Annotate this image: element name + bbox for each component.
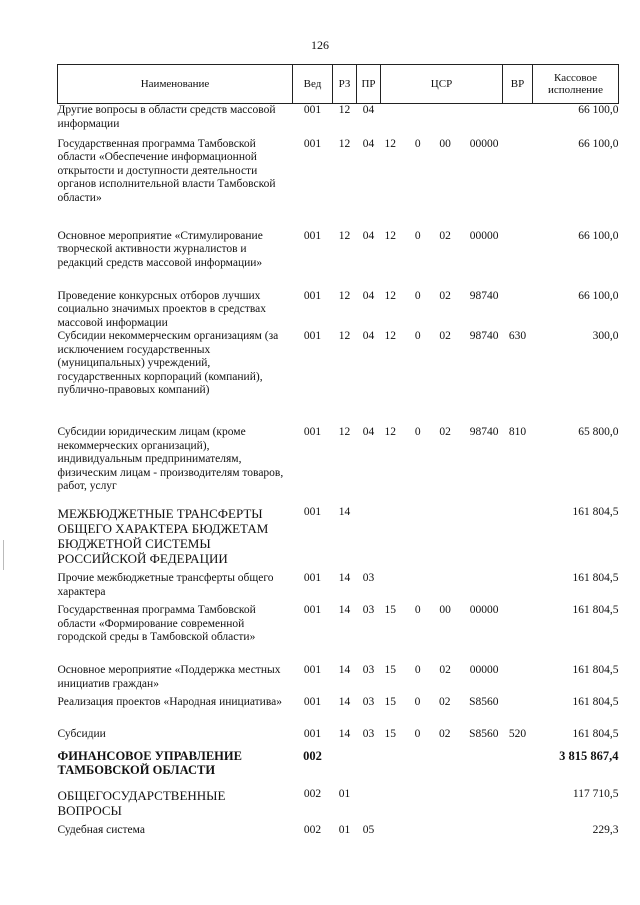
row-vr: 810 <box>508 426 527 438</box>
table-row <box>58 104 619 138</box>
row-pr: 04 <box>362 426 375 438</box>
csr-subprogram: 0 <box>414 137 421 150</box>
row-pr <box>357 506 381 572</box>
row-name: ФИНАНСОВОЕ УПРАВЛЕНИЕ ТАМБОВСКОЙ ОБЛАСТИ <box>57 749 242 777</box>
row-rz: 14 <box>338 506 351 518</box>
row-csr <box>381 696 503 728</box>
row-name: МЕЖБЮДЖЕТНЫЕ ТРАНСФЕРТЫ ОБЩЕГО ХАРАКТЕРА БЮДЖЕТАМ БЮДЖЕТНОЙ СИСТЕМЫ РОССИЙСКОЙ ФЕДЕРАЦИИ <box>57 506 269 566</box>
row-name: Реализация проектов «Народная инициатива» <box>57 696 282 708</box>
row-ved: 001 <box>303 728 322 740</box>
table-row <box>58 330 619 426</box>
csr-subprogram: 0 <box>414 330 421 342</box>
csr-subprogram: 0 <box>414 696 421 708</box>
budget-table <box>57 64 619 846</box>
row-value: 161 804,5 <box>572 572 619 584</box>
row-value: 66 100,0 <box>578 104 619 116</box>
row-rz: 14 <box>338 728 351 740</box>
row-value: 161 804,5 <box>572 604 619 616</box>
row-value: 229,3 <box>592 824 619 836</box>
row-ved: 001 <box>303 572 322 584</box>
row-name: ОБЩЕГОСУДАРСТВЕННЫЕ ВОПРОСЫ <box>57 788 226 818</box>
csr-direction: 98740 <box>469 330 499 342</box>
row-ved: 001 <box>303 330 322 342</box>
csr-subprogram: 0 <box>414 728 421 740</box>
row-vr <box>503 290 533 331</box>
row-rz: 12 <box>338 330 351 342</box>
row-pr: 04 <box>362 229 375 242</box>
row-vr <box>503 750 533 788</box>
csr-event: 02 <box>439 426 451 438</box>
row-vr <box>503 604 533 664</box>
row-rz: 14 <box>338 696 351 708</box>
row-ved: 002 <box>303 824 322 836</box>
row-ved: 001 <box>303 426 322 438</box>
csr-direction: 00000 <box>469 664 499 676</box>
header-pr: ПР <box>357 65 381 104</box>
row-name: Субсидии некоммерческим организациям (за исключением государственных (муниципальных) учреждений, государственных корпораций (компаний), публично-правовых компаний) <box>57 330 279 396</box>
row-name: Субсидии юридическим лицам (кроме некоммерческих организаций), индивидуальным предпринимателям, физическим лицам - производителям товаров, работ, услуг <box>57 426 284 492</box>
csr-program: 12 <box>384 229 396 242</box>
row-name: Субсидии <box>57 728 106 740</box>
csr-direction: 98740 <box>469 426 499 438</box>
row-pr: 04 <box>362 104 375 116</box>
row-csr <box>381 604 503 664</box>
header-ved: Вед <box>293 65 333 104</box>
row-rz: 01 <box>338 788 351 800</box>
header-csr: ЦСР <box>381 65 503 104</box>
row-vr <box>503 138 533 230</box>
row-ved: 002 <box>303 749 322 763</box>
row-value: 66 100,0 <box>578 229 619 242</box>
row-rz: 14 <box>338 664 351 676</box>
header-cash: Кассовое исполнение <box>533 65 619 104</box>
row-pr: 04 <box>362 137 375 150</box>
csr-direction: 00000 <box>469 137 499 150</box>
csr-event: 02 <box>439 229 451 242</box>
csr-event: 02 <box>439 664 451 676</box>
row-vr: 520 <box>508 728 527 740</box>
row-name: Государственная программа Тамбовской области «Обеспечение информационной открытости и доступности деятельности органов исполнительной власти Тамбовской области» <box>57 137 276 204</box>
table-row <box>58 572 619 604</box>
row-rz: 14 <box>338 572 351 584</box>
row-name: Государственная программа Тамбовской области «Формирование современной городской среды в Тамбовской области» <box>57 604 256 643</box>
csr-direction: S8560 <box>469 696 499 708</box>
row-csr <box>381 104 503 138</box>
table-row <box>58 138 619 230</box>
row-name: Проведение конкурсных отборов лучших социально значимых проектов в средствах массовой информации <box>57 289 267 329</box>
header-name: Наименование <box>58 65 293 104</box>
csr-direction: 00000 <box>469 604 499 616</box>
row-vr: 630 <box>508 330 527 342</box>
row-csr <box>381 664 503 696</box>
row-vr <box>503 506 533 572</box>
row-value: 300,0 <box>592 330 619 342</box>
table-row <box>58 230 619 290</box>
row-pr: 03 <box>362 604 375 616</box>
row-pr: 03 <box>362 572 375 584</box>
csr-program: 12 <box>384 289 396 302</box>
table-row <box>58 506 619 572</box>
row-rz: 12 <box>338 229 351 242</box>
row-csr <box>381 138 503 230</box>
row-ved: 001 <box>303 664 322 676</box>
row-name: Основное мероприятие «Стимулирование творческой активности журналистов и редакций средств массовой информации» <box>57 229 263 269</box>
row-pr: 04 <box>362 289 375 302</box>
row-rz: 12 <box>338 104 351 116</box>
row-ved: 001 <box>303 289 322 302</box>
table-row <box>58 696 619 728</box>
table-row <box>58 604 619 664</box>
row-name: Другие вопросы в области средств массовой информации <box>57 104 276 130</box>
csr-direction: 00000 <box>469 229 499 242</box>
row-pr: 05 <box>362 824 375 836</box>
row-csr <box>381 290 503 331</box>
table-row <box>58 750 619 788</box>
row-pr <box>357 788 381 824</box>
row-csr <box>381 506 503 572</box>
row-pr: 03 <box>362 664 375 676</box>
row-vr <box>503 788 533 824</box>
row-rz: 12 <box>338 426 351 438</box>
table-header-row <box>58 65 619 104</box>
table-row <box>58 664 619 696</box>
csr-subprogram: 0 <box>414 604 421 616</box>
row-name: Прочие межбюджетные трансферты общего характера <box>57 572 274 598</box>
row-ved: 001 <box>303 506 322 518</box>
table-body <box>58 104 619 847</box>
table-row <box>58 290 619 331</box>
row-ved: 001 <box>303 137 322 150</box>
csr-subprogram: 0 <box>414 289 421 302</box>
row-vr <box>503 696 533 728</box>
csr-program: 12 <box>384 137 396 150</box>
row-rz: 12 <box>338 289 351 302</box>
row-vr <box>503 664 533 696</box>
row-vr <box>503 572 533 604</box>
csr-program: 15 <box>384 664 396 676</box>
row-csr <box>381 728 503 750</box>
csr-event: 02 <box>438 696 451 708</box>
row-rz <box>333 750 357 788</box>
table-row <box>58 824 619 846</box>
row-name: Судебная система <box>57 824 145 836</box>
row-rz: 14 <box>338 604 351 616</box>
csr-event: 00 <box>439 137 451 150</box>
csr-program: 15 <box>384 728 396 740</box>
row-ved: 001 <box>303 229 322 242</box>
table-row <box>58 728 619 750</box>
row-value: 161 804,5 <box>572 696 619 708</box>
row-ved: 001 <box>303 604 322 616</box>
row-csr <box>381 750 503 788</box>
csr-program: 15 <box>384 604 396 616</box>
csr-event: 00 <box>439 604 451 616</box>
row-name: Основное мероприятие «Поддержка местных инициатив граждан» <box>57 664 281 690</box>
row-csr <box>381 572 503 604</box>
row-value: 161 804,5 <box>572 664 619 676</box>
row-rz: 01 <box>338 824 351 836</box>
row-rz: 12 <box>338 137 351 150</box>
csr-program: 12 <box>384 426 396 438</box>
row-csr <box>381 330 503 426</box>
header-vr: ВР <box>503 65 533 104</box>
row-value: 161 804,5 <box>572 728 619 740</box>
row-csr <box>381 788 503 824</box>
row-csr <box>381 230 503 290</box>
row-vr <box>503 104 533 138</box>
row-ved: 002 <box>303 788 322 800</box>
row-value: 66 100,0 <box>578 289 619 302</box>
header-rz: РЗ <box>333 65 357 104</box>
row-value: 117 710,5 <box>572 788 619 800</box>
csr-event: 02 <box>439 330 451 342</box>
row-value: 65 800,0 <box>578 426 619 438</box>
csr-event: 02 <box>439 289 451 302</box>
csr-subprogram: 0 <box>414 426 421 438</box>
row-csr <box>381 426 503 506</box>
csr-subprogram: 0 <box>414 229 421 242</box>
row-pr: 03 <box>362 696 375 708</box>
table-row <box>58 426 619 506</box>
row-ved: 001 <box>303 104 322 116</box>
table-row <box>58 788 619 824</box>
row-pr: 04 <box>362 330 375 342</box>
page-number: 126 <box>311 38 329 52</box>
csr-program: 12 <box>384 330 396 342</box>
row-value: 161 804,5 <box>572 506 619 518</box>
csr-program: 15 <box>384 696 396 708</box>
row-vr <box>503 230 533 290</box>
csr-direction: 98740 <box>469 289 499 302</box>
row-csr <box>381 824 503 846</box>
row-value: 3 815 867,4 <box>559 749 619 763</box>
row-vr <box>503 824 533 846</box>
margin-mark <box>3 540 4 570</box>
row-ved: 001 <box>303 696 322 708</box>
csr-subprogram: 0 <box>414 664 421 676</box>
row-value: 66 100,0 <box>578 137 619 150</box>
row-pr <box>357 750 381 788</box>
row-pr: 03 <box>362 728 375 740</box>
csr-event: 02 <box>438 728 451 740</box>
csr-direction: S8560 <box>469 728 499 740</box>
